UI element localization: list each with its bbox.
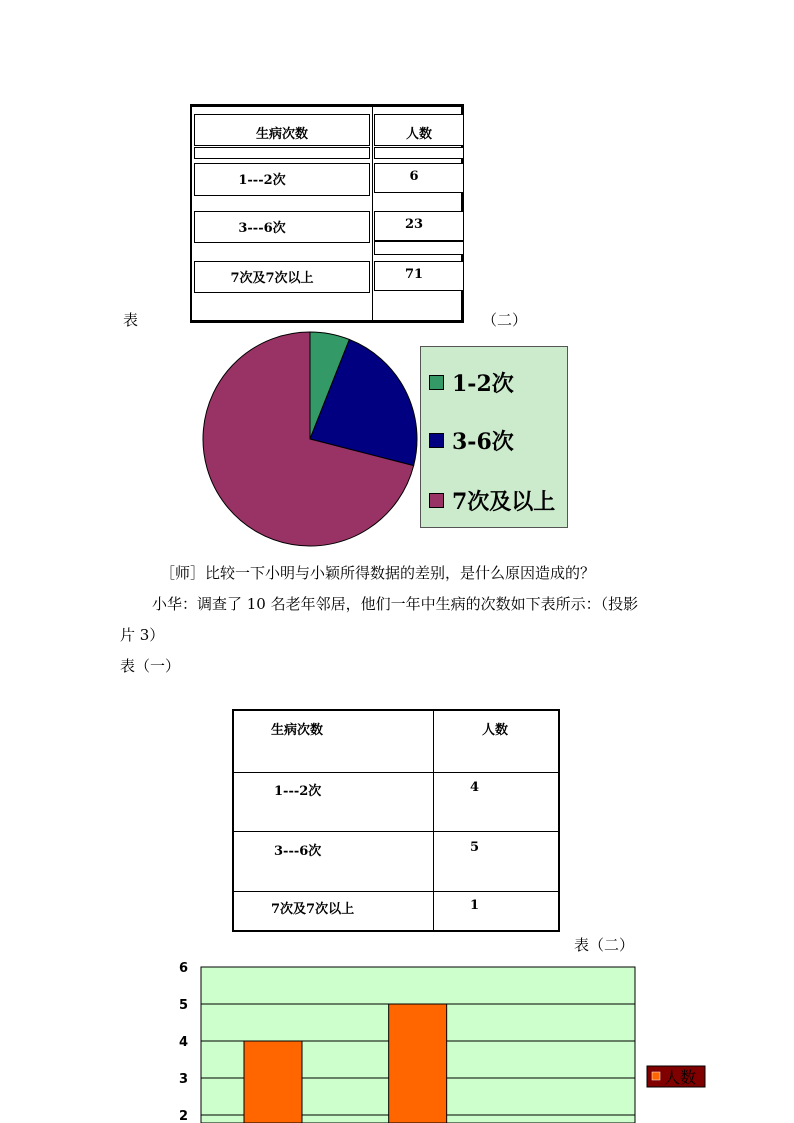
paragraph-teacher: ［师］比较一下小明与小颖所得数据的差别，是什么原因造成的？ [160,564,596,582]
header-label: 人数 [405,127,432,142]
table-divider [433,711,434,930]
header-label: 生病次数 [255,127,308,142]
cell-text: 7次及7次以上 [230,271,314,286]
pie-chart [195,325,425,555]
cell-text: 5 [470,840,480,855]
legend-item [429,485,555,516]
cell-text: 1---2次 [274,784,322,799]
table-divider [234,891,558,892]
table-label-2: 表（二） [574,936,635,954]
table-cell [194,163,370,196]
bar [389,1004,447,1123]
cell-text: 1---2次 [238,173,286,188]
table-cell [194,211,370,243]
legend-swatch [429,493,444,508]
legend-label: 人数 [664,1068,697,1087]
legend-item [429,425,514,456]
bar-chart [170,955,730,1123]
table-header-cell [194,114,370,146]
y-tick-label: 2 [178,1109,188,1123]
cell-text: 3---6次 [238,221,286,236]
table-cell [374,261,464,291]
table-suffix-label: （二） [482,311,528,329]
cell-text: 1 [470,898,480,913]
table-divider [372,107,373,320]
table-sick-count-2 [232,709,560,932]
legend-label: 3-6次 [452,429,514,455]
bar-legend [647,1066,705,1087]
cell-text: 71 [404,267,424,282]
table-spacer-cell [374,241,464,255]
table-cell [194,261,370,293]
table-sick-count-1 [190,104,464,323]
table-prefix-label: 表 [123,311,139,329]
y-tick-label: 6 [178,961,188,976]
table-label-1: 表（一） [120,657,181,675]
legend-label: 7次及以上 [452,489,556,515]
table-cell [374,211,464,241]
table-spacer-cell [374,147,464,159]
y-tick-label: 5 [178,998,188,1013]
legend-item [429,367,514,398]
pie-legend [420,346,568,528]
legend-swatch [652,1072,660,1080]
legend-swatch [429,375,444,390]
legend-swatch [429,433,444,448]
cell-text: 3---6次 [274,844,322,859]
bar [244,1041,302,1123]
header-label: 人数 [482,723,509,738]
paragraph-xiaohua: 小华：调查了 10 名老年邻居，他们一年中生病的次数如下表所示：（投影 [152,595,639,613]
cell-text: 23 [404,217,424,232]
table-cell [374,163,464,193]
table-spacer-cell [194,147,370,159]
cell-text: 6 [409,169,419,184]
table-divider [234,772,558,773]
table-divider [234,831,558,832]
cell-text: 7次及7次以上 [271,902,355,917]
y-tick-label: 4 [178,1035,188,1050]
legend-label: 1-2次 [452,371,514,397]
cell-text: 4 [470,780,480,795]
header-label: 生病次数 [271,723,324,738]
y-tick-label: 3 [178,1072,188,1087]
table-header-cell [374,114,464,146]
paragraph-xiaohua-cont: 片 3） [120,626,165,644]
